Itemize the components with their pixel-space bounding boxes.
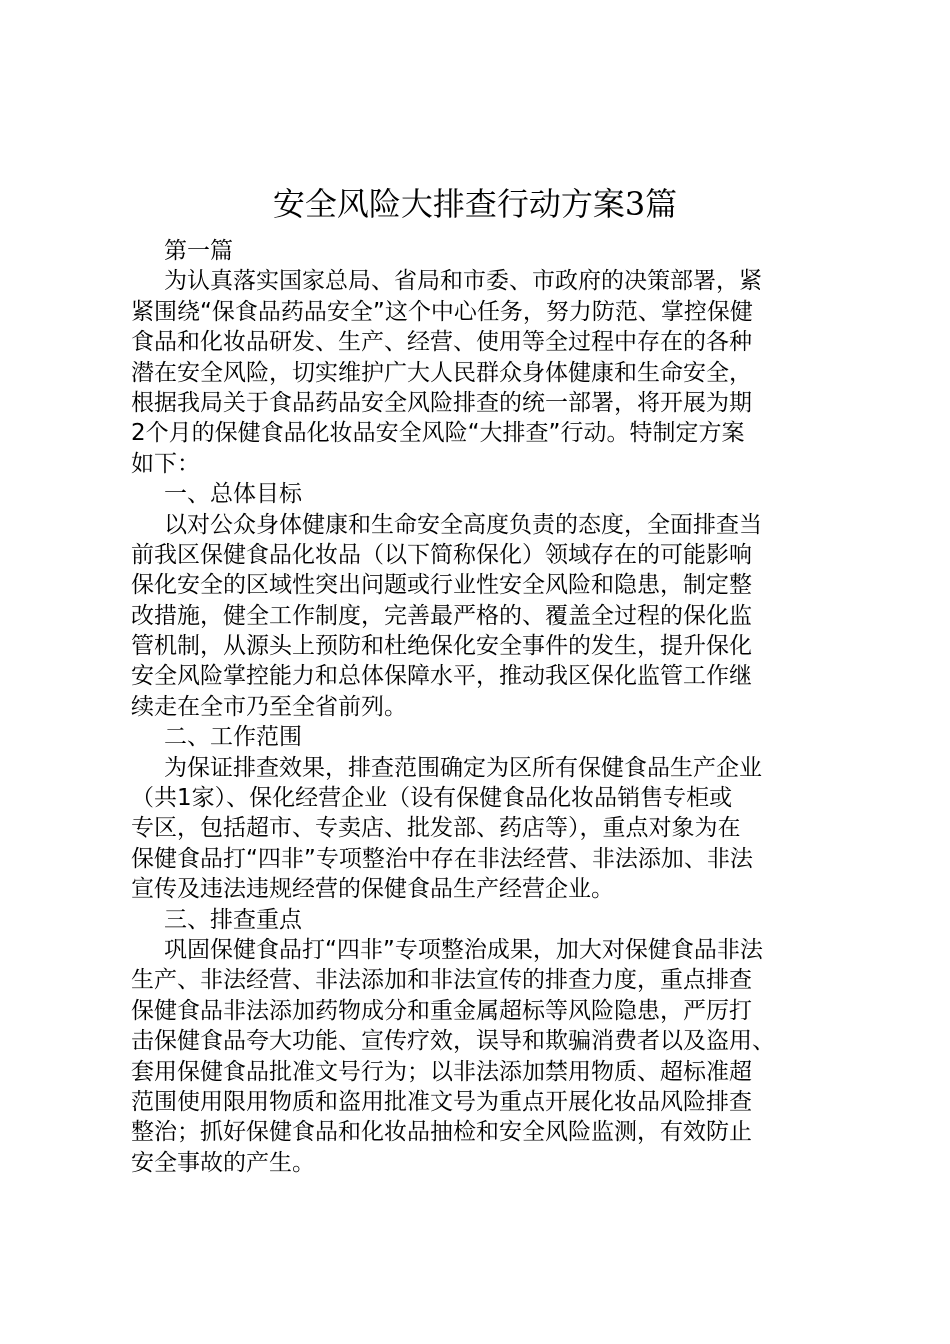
text-line: （共1家）、保化经营企业（设有保健食品化妆品销售专柜或	[131, 785, 733, 812]
text-line: 宣传及违法违规经营的保健食品生产经营企业。	[131, 876, 614, 903]
text-line: 紧围绕“保食品药品安全”这个中心任务，努力防范、掌控保健	[131, 298, 753, 325]
text-line: 管机制，从源头上预防和杜绝保化安全事件的发生，提升保化	[131, 633, 752, 660]
text-line: 为保证排查效果，排查范围确定为区所有保健食品生产企业	[164, 754, 762, 781]
text-line: 二、工作范围	[164, 724, 302, 751]
text-line: 前我区保健食品化妆品（以下简称保化）领域存在的可能影响	[131, 541, 752, 568]
text-line: 2个月的保健食品化妆品安全风险“大排查”行动。特制定方案	[131, 420, 745, 447]
text-line: 改措施，健全工作制度，完善最严格的、覆盖全过程的保化监	[131, 602, 752, 629]
text-line: 续走在全市乃至全省前列。	[131, 693, 407, 720]
text-line: 巩固保健食品打“四非”专项整治成果，加大对保健食品非法	[164, 936, 763, 963]
text-line: 一、总体目标	[164, 481, 302, 508]
text-line: 套用保健食品批准文号行为；以非法添加禁用物质、超标准超	[131, 1058, 752, 1085]
text-line: 安全风险掌控能力和总体保障水平，推动我区保化监管工作继	[131, 663, 752, 690]
text-line: 生产、非法经营、非法添加和非法宣传的排查力度，重点排查	[131, 967, 752, 994]
text-line: 保健食品非法添加药物成分和重金属超标等风险隐患，严厉打	[131, 997, 752, 1024]
text-line: 整治；抓好保健食品和化妆品抽检和安全风险监测，有效防止	[131, 1119, 752, 1146]
text-line: 三、排查重点	[164, 906, 302, 933]
text-line: 专区，包括超市、专卖店、批发部、药店等），重点对象为在	[131, 815, 741, 842]
text-line: 潜在安全风险，切实维护广大人民群众身体健康和生命安全，	[131, 359, 752, 386]
text-line: 如下：	[131, 450, 200, 477]
text-line: 范围使用限用物质和盗用批准文号为重点开展化妆品风险排查	[131, 1088, 752, 1115]
text-line: 保健食品打“四非”专项整治中存在非法经营、非法添加、非法	[131, 845, 753, 872]
text-line: 保化安全的区域性突出问题或行业性安全风险和隐患，制定整	[131, 572, 752, 599]
text-line: 第一篇	[164, 238, 233, 264]
text-line: 为认真落实国家总局、省局和市委、市政府的决策部署，紧	[164, 268, 762, 295]
document-body	[131, 236, 831, 1178]
document-title: 安全风险大排查行动方案3篇	[272, 185, 678, 223]
text-line: 以对公众身体健康和生命安全高度负责的态度，全面排查当	[164, 511, 762, 538]
text-line: 食品和化妆品研发、生产、经营、使用等全过程中存在的各种	[131, 329, 752, 356]
text-line: 根据我局关于食品药品安全风险排查的统一部署，将开展为期	[131, 389, 752, 416]
text-line: 击保健食品夸大功能、宣传疗效，误导和欺骗消费者以及盗用、	[131, 1028, 775, 1055]
text-line: 安全事故的产生。	[131, 1149, 315, 1176]
